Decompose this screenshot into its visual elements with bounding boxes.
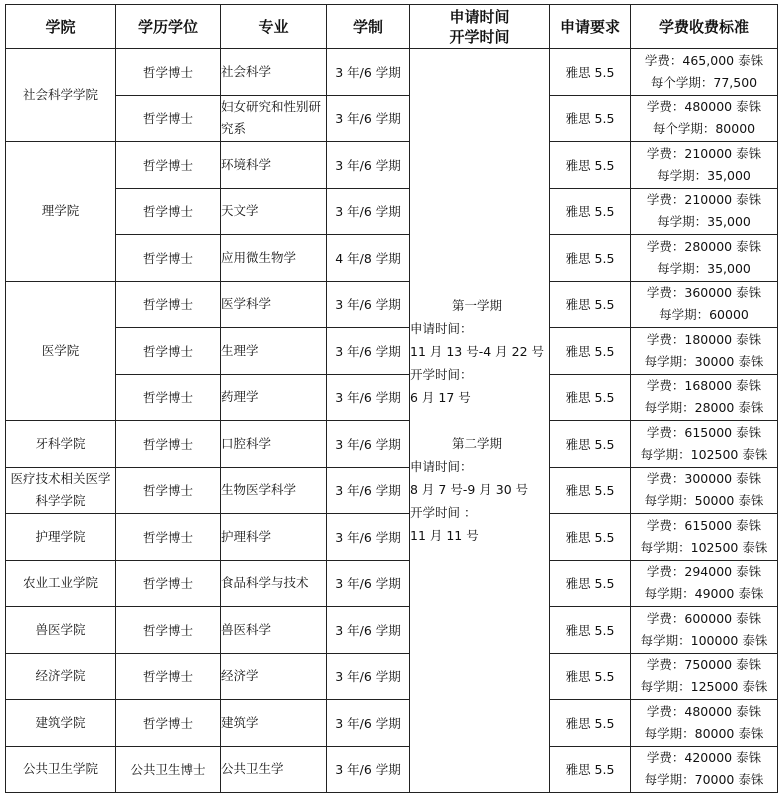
school-cell: 农业工业学院 bbox=[6, 560, 116, 607]
fee-cell bbox=[631, 142, 778, 189]
major-cell: 生理学 bbox=[221, 328, 327, 375]
requirement-cell: 雅思 5.5 bbox=[550, 49, 631, 96]
duration-cell: 3 年/6 学期 bbox=[327, 281, 410, 328]
major-cell: 经济学 bbox=[221, 653, 327, 700]
table-row bbox=[6, 467, 778, 514]
fee-cell bbox=[631, 560, 778, 607]
duration-cell: 3 年/6 学期 bbox=[327, 514, 410, 561]
requirement-cell: 雅思 5.5 bbox=[550, 607, 631, 654]
fee-total: 学费：180000 泰铢 bbox=[646, 331, 762, 347]
first-term-apply-label: 申请时间： bbox=[410, 321, 473, 336]
first-term-start-value: 6 月 17 号 bbox=[410, 390, 471, 405]
duration-cell: 3 年/6 学期 bbox=[327, 560, 410, 607]
requirement-cell: 雅思 5.5 bbox=[550, 235, 631, 282]
header-major: 专业 bbox=[221, 5, 327, 49]
table-row bbox=[6, 49, 778, 96]
fee-per-term: 每个学期：80000 bbox=[652, 121, 756, 137]
fee-per-term: 每个学期：77,500 bbox=[650, 74, 758, 90]
degree-cell: 哲学博士 bbox=[116, 421, 221, 468]
requirement-cell: 雅思 5.5 bbox=[550, 560, 631, 607]
fee-per-term: 每学期：49000 泰铢 bbox=[644, 586, 764, 602]
fee-total: 学费：465,000 泰铢 bbox=[644, 52, 764, 68]
intake-times-cell bbox=[410, 49, 550, 793]
table-row bbox=[6, 746, 778, 793]
fee-total: 学费：480000 泰铢 bbox=[646, 99, 762, 115]
table-row bbox=[6, 374, 778, 421]
requirement-cell: 雅思 5.5 bbox=[550, 653, 631, 700]
duration-cell: 3 年/6 学期 bbox=[327, 328, 410, 375]
header-degree: 学历学位 bbox=[116, 5, 221, 49]
fee-total: 学费：294000 泰铢 bbox=[646, 564, 762, 580]
fee-per-term: 每学期：28000 泰铢 bbox=[644, 400, 764, 416]
table-row bbox=[6, 700, 778, 747]
degree-cell: 哲学博士 bbox=[116, 514, 221, 561]
fee-cell bbox=[631, 374, 778, 421]
fee-per-term: 每学期：50000 泰铢 bbox=[644, 493, 764, 509]
requirement-cell: 雅思 5.5 bbox=[550, 142, 631, 189]
fee-total: 学费：360000 泰铢 bbox=[646, 285, 762, 301]
fee-cell bbox=[631, 235, 778, 282]
fee-total: 学费：300000 泰铢 bbox=[646, 471, 762, 487]
header-time-start: 开学时间 bbox=[449, 27, 510, 46]
requirement-cell: 雅思 5.5 bbox=[550, 374, 631, 421]
fee-cell bbox=[631, 328, 778, 375]
school-cell: 建筑学院 bbox=[6, 700, 116, 747]
fee-per-term: 每学期：30000 泰铢 bbox=[644, 353, 764, 369]
requirement-cell: 雅思 5.5 bbox=[550, 467, 631, 514]
header-fee: 学费收费标准 bbox=[631, 5, 778, 49]
degree-cell: 哲学博士 bbox=[116, 374, 221, 421]
fee-cell bbox=[631, 607, 778, 654]
degree-cell: 哲学博士 bbox=[116, 142, 221, 189]
header-time-apply: 申请时间 bbox=[449, 7, 510, 26]
first-term-title: 第一学期 bbox=[451, 298, 502, 313]
fee-cell bbox=[631, 281, 778, 328]
degree-cell: 哲学博士 bbox=[116, 188, 221, 235]
fee-per-term: 每学期：80000 泰铢 bbox=[644, 725, 764, 741]
fee-per-term: 每学期：100000 泰铢 bbox=[640, 632, 768, 648]
duration-cell: 3 年/6 学期 bbox=[327, 607, 410, 654]
fee-total: 学费：210000 泰铢 bbox=[646, 145, 762, 161]
table-row bbox=[6, 281, 778, 328]
header-school: 学院 bbox=[6, 5, 116, 49]
table-row bbox=[6, 328, 778, 375]
major-cell: 天文学 bbox=[221, 188, 327, 235]
major-cell: 药理学 bbox=[221, 374, 327, 421]
degree-cell: 哲学博士 bbox=[116, 328, 221, 375]
table-row bbox=[6, 607, 778, 654]
fee-total: 学费：615000 泰铢 bbox=[646, 517, 762, 533]
major-cell: 口腔科学 bbox=[221, 421, 327, 468]
school-cell: 经济学院 bbox=[6, 653, 116, 700]
school-cell: 护理学院 bbox=[6, 514, 116, 561]
duration-cell: 3 年/6 学期 bbox=[327, 188, 410, 235]
second-term-start-label: 开学时间 ： bbox=[410, 505, 477, 520]
table-row bbox=[6, 514, 778, 561]
major-cell: 环境科学 bbox=[221, 142, 327, 189]
fee-per-term: 每学期：102500 泰铢 bbox=[640, 539, 768, 555]
duration-cell: 3 年/6 学期 bbox=[327, 746, 410, 793]
fee-per-term: 每学期：70000 泰铢 bbox=[644, 772, 764, 788]
table-row bbox=[6, 188, 778, 235]
major-cell: 社会科学 bbox=[221, 49, 327, 96]
major-cell: 妇女研究和性别研究系 bbox=[221, 95, 327, 142]
major-cell: 应用微生物学 bbox=[221, 235, 327, 282]
table-row bbox=[6, 142, 778, 189]
fee-cell bbox=[631, 421, 778, 468]
school-cell: 公共卫生学院 bbox=[6, 746, 116, 793]
first-term-apply-value: 11 月 13 号-4 月 22 号 bbox=[410, 344, 545, 359]
school-cell: 理学院 bbox=[6, 142, 116, 282]
degree-cell: 哲学博士 bbox=[116, 95, 221, 142]
degree-cell: 哲学博士 bbox=[116, 700, 221, 747]
duration-cell: 3 年/6 学期 bbox=[327, 467, 410, 514]
fee-cell bbox=[631, 746, 778, 793]
fee-per-term: 每学期：102500 泰铢 bbox=[640, 446, 768, 462]
duration-cell: 3 年/6 学期 bbox=[327, 653, 410, 700]
fee-total: 学费：280000 泰铢 bbox=[646, 238, 762, 254]
requirement-cell: 雅思 5.5 bbox=[550, 746, 631, 793]
fee-per-term: 每学期：35,000 bbox=[657, 214, 751, 230]
second-term-apply-value: 8 月 7 号-9 月 30 号 bbox=[410, 482, 529, 497]
fee-cell bbox=[631, 95, 778, 142]
fee-per-term: 每学期：125000 泰铢 bbox=[640, 679, 768, 695]
header-row bbox=[6, 5, 778, 49]
fee-cell bbox=[631, 653, 778, 700]
fee-total: 学费：750000 泰铢 bbox=[646, 657, 762, 673]
requirement-cell: 雅思 5.5 bbox=[550, 700, 631, 747]
header-duration: 学制 bbox=[327, 5, 410, 49]
fee-total: 学费：210000 泰铢 bbox=[646, 192, 762, 208]
fee-table bbox=[5, 4, 778, 793]
degree-cell: 哲学博士 bbox=[116, 281, 221, 328]
duration-cell: 3 年/6 学期 bbox=[327, 142, 410, 189]
major-cell: 护理科学 bbox=[221, 514, 327, 561]
degree-cell: 哲学博士 bbox=[116, 653, 221, 700]
second-term-apply-label: 申请时间： bbox=[410, 459, 473, 474]
fee-cell bbox=[631, 514, 778, 561]
school-cell: 社会科学学院 bbox=[6, 49, 116, 142]
duration-cell: 3 年/6 学期 bbox=[327, 49, 410, 96]
fee-per-term: 每学期：60000 bbox=[659, 307, 749, 323]
degree-cell: 哲学博士 bbox=[116, 607, 221, 654]
fee-per-term: 每学期：35,000 bbox=[657, 260, 751, 276]
degree-cell: 哲学博士 bbox=[116, 235, 221, 282]
requirement-cell: 雅思 5.5 bbox=[550, 95, 631, 142]
duration-cell: 3 年/6 学期 bbox=[327, 95, 410, 142]
second-term-start-value: 11 月 11 号 bbox=[410, 528, 479, 543]
fee-total: 学费：168000 泰铢 bbox=[646, 378, 762, 394]
major-cell: 食品科学与技术 bbox=[221, 560, 327, 607]
requirement-cell: 雅思 5.5 bbox=[550, 421, 631, 468]
requirement-cell: 雅思 5.5 bbox=[550, 188, 631, 235]
school-cell: 医疗技术相关医学科学学院 bbox=[6, 467, 116, 514]
fee-total: 学费：615000 泰铢 bbox=[646, 424, 762, 440]
table-row bbox=[6, 421, 778, 468]
degree-cell: 公共卫生博士 bbox=[116, 746, 221, 793]
duration-cell: 3 年/6 学期 bbox=[327, 700, 410, 747]
school-cell: 医学院 bbox=[6, 281, 116, 421]
table-row bbox=[6, 235, 778, 282]
first-term-start-label: 开学时间： bbox=[410, 367, 473, 382]
fee-total: 学费：420000 泰铢 bbox=[646, 750, 762, 766]
second-term-title: 第二学期 bbox=[451, 436, 502, 451]
fee-cell bbox=[631, 467, 778, 514]
fee-per-term: 每学期：35,000 bbox=[657, 167, 751, 183]
school-cell: 兽医学院 bbox=[6, 607, 116, 654]
requirement-cell: 雅思 5.5 bbox=[550, 328, 631, 375]
degree-cell: 哲学博士 bbox=[116, 467, 221, 514]
school-cell: 牙科学院 bbox=[6, 421, 116, 468]
fee-cell bbox=[631, 188, 778, 235]
fee-total: 学费：600000 泰铢 bbox=[646, 610, 762, 626]
fee-total: 学费：480000 泰铢 bbox=[646, 703, 762, 719]
major-cell: 公共卫生学 bbox=[221, 746, 327, 793]
header-time bbox=[410, 5, 550, 49]
table-row bbox=[6, 560, 778, 607]
requirement-cell: 雅思 5.5 bbox=[550, 281, 631, 328]
requirement-cell: 雅思 5.5 bbox=[550, 514, 631, 561]
duration-cell: 3 年/6 学期 bbox=[327, 374, 410, 421]
fee-cell bbox=[631, 49, 778, 96]
major-cell: 生物医学科学 bbox=[221, 467, 327, 514]
table-row bbox=[6, 653, 778, 700]
degree-cell: 哲学博士 bbox=[116, 560, 221, 607]
major-cell: 建筑学 bbox=[221, 700, 327, 747]
duration-cell: 3 年/6 学期 bbox=[327, 421, 410, 468]
header-requirement: 申请要求 bbox=[550, 5, 631, 49]
degree-cell: 哲学博士 bbox=[116, 49, 221, 96]
major-cell: 兽医科学 bbox=[221, 607, 327, 654]
table-row bbox=[6, 95, 778, 142]
duration-cell: 4 年/8 学期 bbox=[327, 235, 410, 282]
fee-cell bbox=[631, 700, 778, 747]
major-cell: 医学科学 bbox=[221, 281, 327, 328]
